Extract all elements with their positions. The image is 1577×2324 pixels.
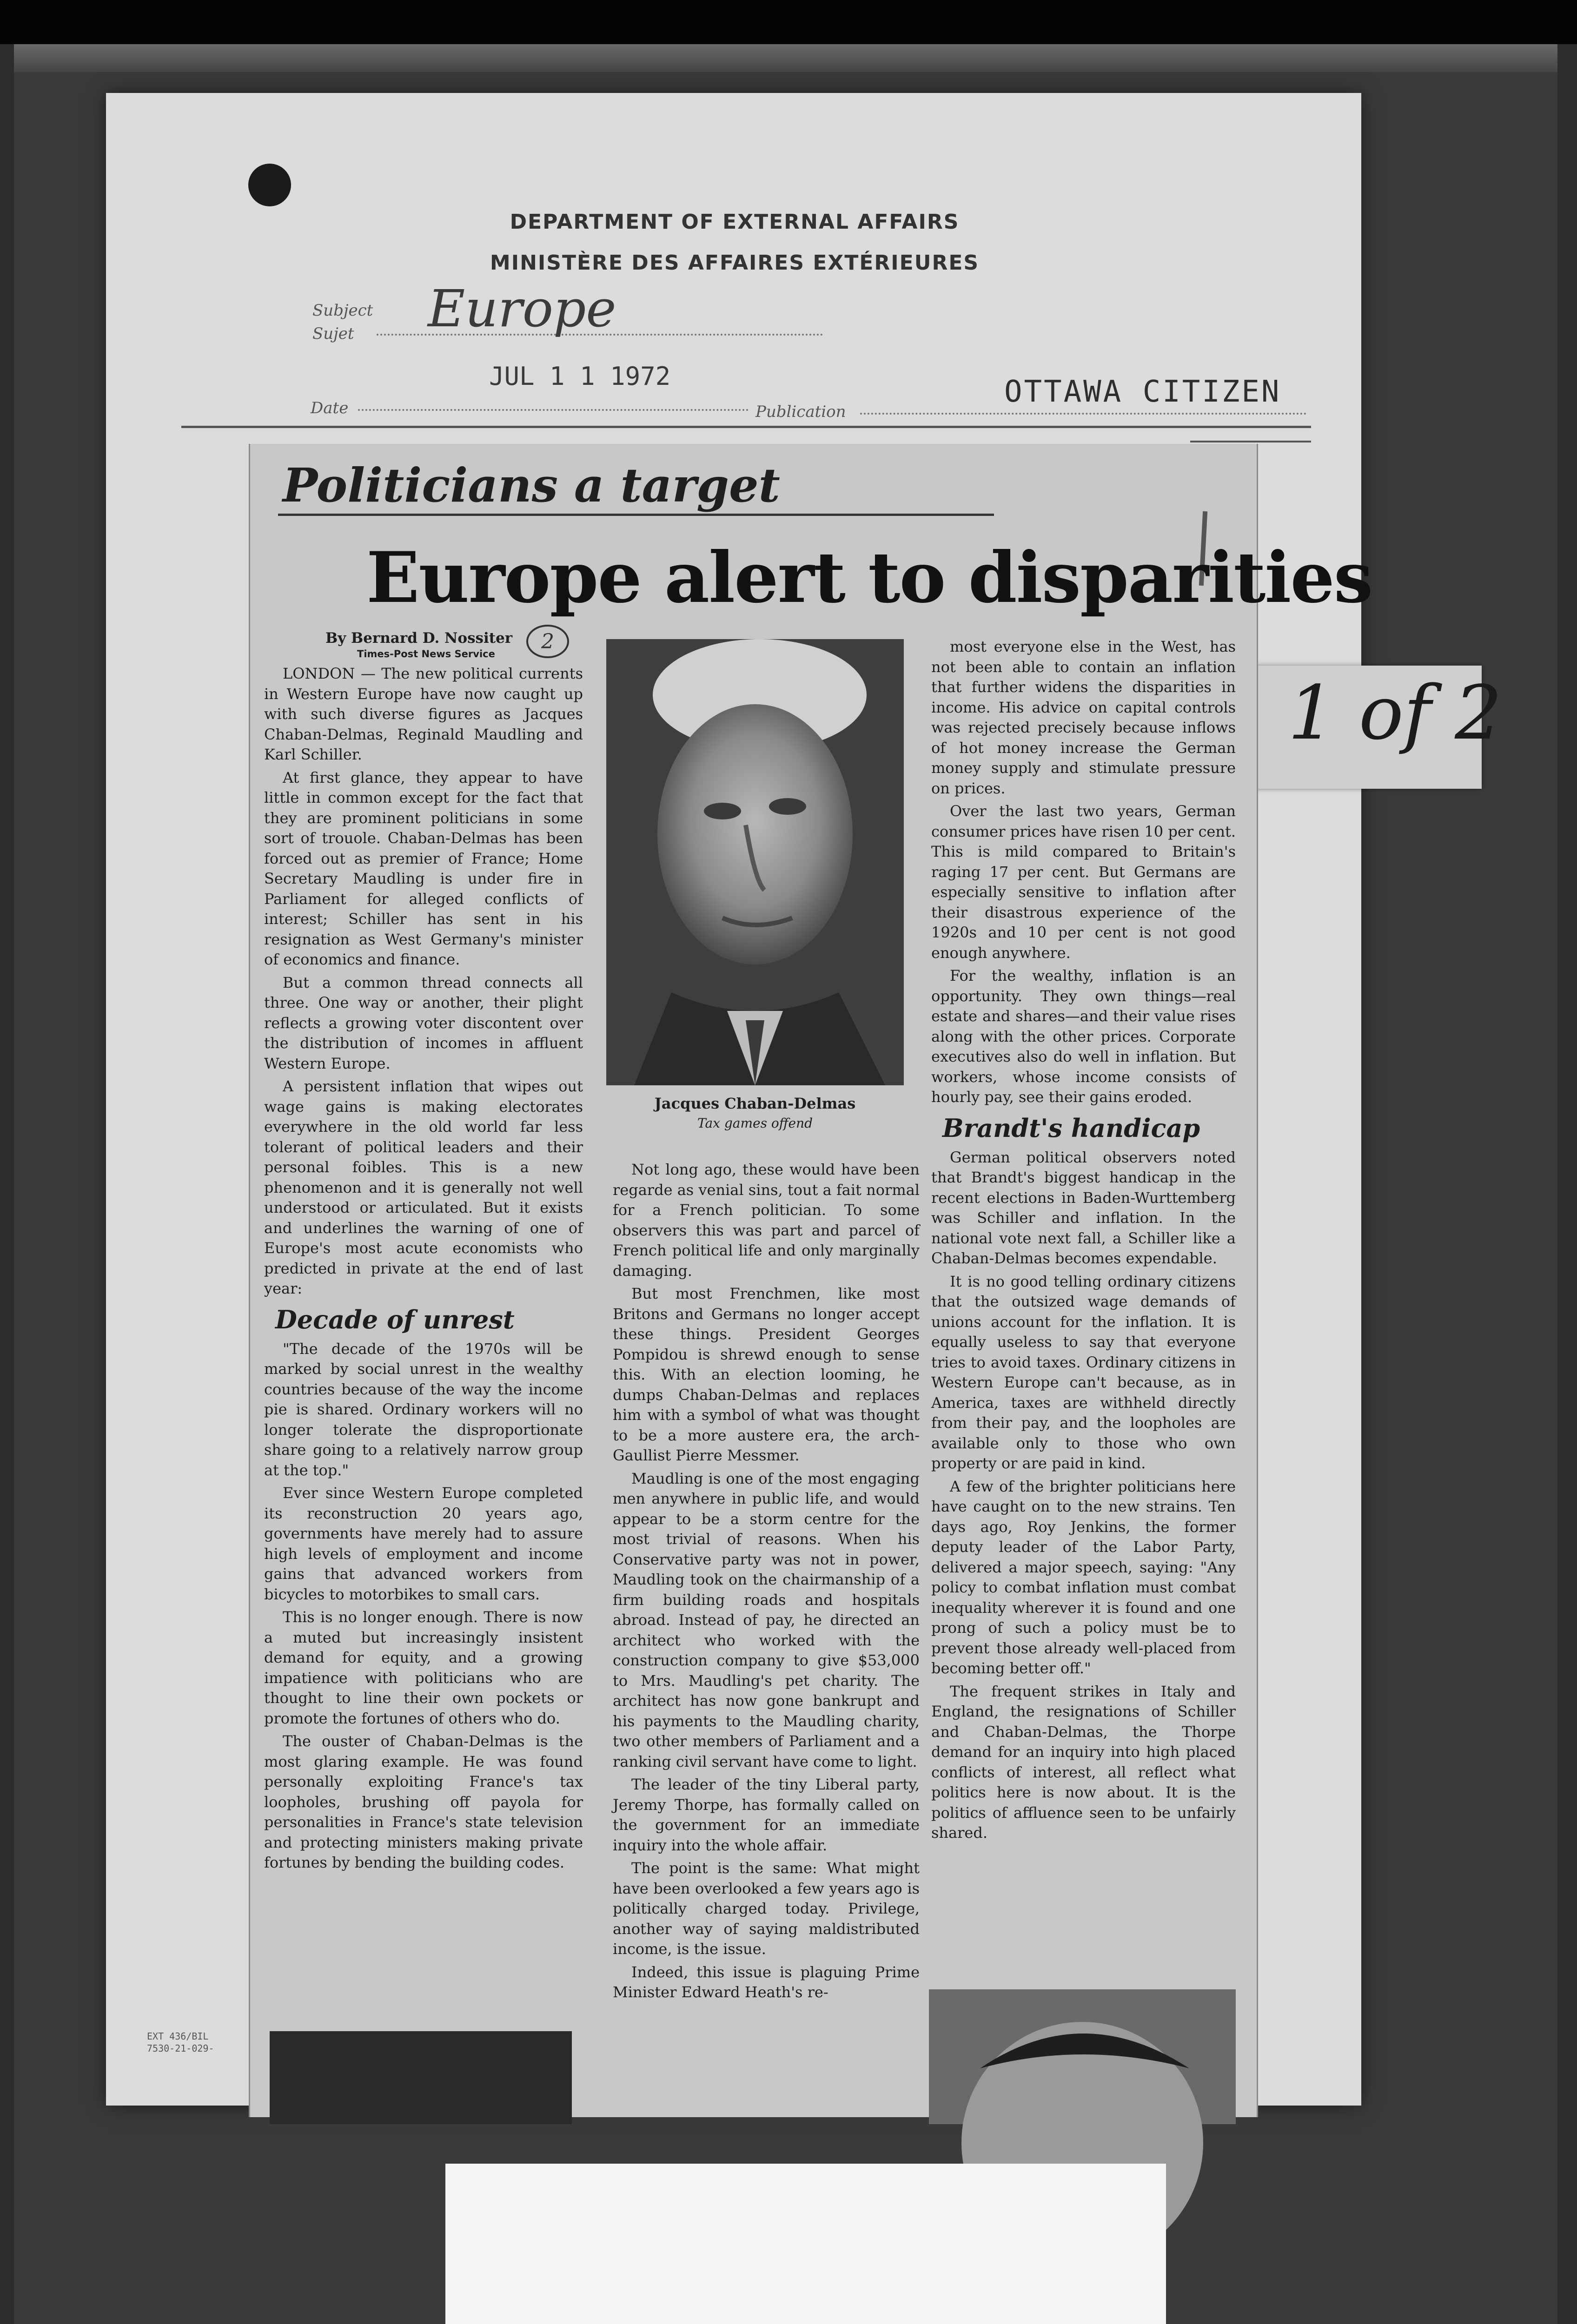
paragraph: Not long ago, these would have been regarde as venial sins, tout a fait normal for a French politician. To some observers this was part and parcel of French political life and only marginally damaging.	[613, 1161, 920, 1280]
film-left-edge	[0, 44, 14, 2324]
paragraph: But a common thread connects all three. One way or another, their plight reflects a growing voter discontent over the distribution of incomes in affluent Western Europe.	[264, 973, 583, 1072]
form-number-line1: EXT 436/BIL	[147, 2031, 209, 2042]
subhead-brandts-handicap: Brandt's handicap	[942, 1113, 1200, 1143]
subject-handwritten: Europe	[428, 279, 616, 338]
letterhead-french: MINISTÈRE DES AFFAIRES EXTÉRIEURES	[490, 251, 980, 275]
photo-caption-subtitle: Tax games offend	[697, 1116, 813, 1131]
newspaper-clipping	[249, 444, 1372, 2117]
paragraph: The point is the same: What might have been overlooked a few years ago is politically charged today. Privilege, another way of saying maldistributed income, is the issue.	[613, 1859, 920, 1958]
paragraph: LONDON — The new political currents in Western Europe have now caught up with such diverse figures as Jacques Chaban-Delmas, Reginald Maudling and Karl Schiller.	[264, 665, 583, 763]
paragraph: most everyone else in the West, has not been able to contain an inflation that further widens the disparities in income. His advice on capital controls was rejected precisely because inflows of hot money increase the German money supply and stimulate pressure on prices.	[931, 638, 1236, 797]
paragraph: Maudling is one of the most engaging men anywhere in public life, and would appear to be a storm centre for the most trivial of reasons. When his Conservative party was not in power, Maudling took on the chairmanship of a firm building roads and hospitals abroad. Instead of pay, he directed an architect who worked with the construction company to give $53,000 to Mrs. Maudling's pet charity. The architect has now gone bankrupt and his payments to the Maudling charity, two other members of Parliament and a ranking civil servant have come to light.	[613, 1469, 920, 1770]
paragraph: German political observers noted that Brandt's biggest handicap in the recent elections in Baden-Wurttemberg was Schiller and inflation. In the national vote next fall, a Schiller like a Chaban-Delmas becomes expendable.	[931, 1148, 1236, 1267]
paragraph: A few of the brighter politicians here have caught on to the new strains. Ten days ago, Roy Jenkins, the former deputy leader of the Labor Party, delivered a major speech, saying: "Any policy to combat inflation must combat inequality wherever it is found and one prong of such a policy must be to prevent those already well-placed from becoming better off."	[931, 1477, 1236, 1677]
paragraph: At first glance, they appear to have little in common except for the fact that they are prominent politicians in some sort of trouole. Chaban-Delmas has been forced out as premier of France; Home Secretary Maudling is under fire in Parliament for alleged conflicts of interest; Schiller has sent in his resignation as West Germany's minister of economics and finance.	[264, 768, 583, 968]
date-dotted-line	[358, 409, 749, 411]
byline: By Bernard D. Nossiter	[325, 630, 513, 647]
third-photo	[929, 1989, 1236, 2124]
publication-dotted-line	[860, 413, 1306, 415]
film-edge	[0, 44, 1577, 72]
blank-paper-area	[445, 2164, 1166, 2324]
circled-number: 2	[541, 630, 554, 654]
publication-label: Publication	[755, 403, 846, 421]
paragraph: The frequent strikes in Italy and England, the resignations of Schiller and Chaban-Delmas, the Thorpe demand for an inquiry into high placed conflicts of interest, all reflect what politics here is now about. It is the politics of affluence seen to be unfairly shared.	[931, 1682, 1236, 1842]
letterhead-english: DEPARTMENT OF EXTERNAL AFFAIRS	[510, 210, 960, 234]
film-right-edge	[1557, 44, 1577, 2324]
paragraph: Over the last two years, German consumer prices have risen 10 per cent. This is mild compared to Britain's raging 17 per cent. But Germans are especially sensitive to inflation after their disastrous experience of the 1920s and 10 per cent is not good enough anywhere.	[931, 802, 1236, 962]
date-label: Date	[311, 399, 349, 417]
paragraph: The ouster of Chaban-Delmas is the most glaring example. He was found personally exploiting France's tax loopholes, brushing off payola for personalities in France's state television and protecting ministers making private fortunes by bending the building codes.	[264, 1732, 583, 1871]
form-number	[147, 2030, 214, 2054]
portrait-photo	[606, 639, 904, 1085]
article-kicker: Politicians a target	[283, 458, 780, 513]
byline-credit: Times-Post News Service	[357, 648, 495, 660]
circled-number-annotation	[524, 623, 571, 660]
paragraph: But most Frenchmen, like most Britons and Germans no longer accept these things. President Georges Pompidou is shrewd enough to sense this. With an election looming, he dumps Chaban-Delmas and replaces him with a symbol of what was thought to be a more austere era, the arch-Gaullist Pierre Messmer.	[613, 1285, 920, 1464]
paragraph: For the wealthy, inflation is an opportunity. They own things—real estate and shares—and their value rises along with the other prices. Corporate executives also do well in inflation. But workers, whose income consists of hourly pay, see their gains eroded.	[931, 967, 1236, 1106]
article-headline: Europe alert to disparities	[366, 537, 1372, 619]
header-rule	[181, 426, 1311, 428]
subject-label: Subject	[312, 301, 373, 320]
paragraph: It is no good telling ordinary citizens that the outsized wage demands of unions account for the inflation. It is equally useless to say that everyone tries to avoid taxes. Ordinary citizens in Western Europe can't because, as in America, taxes are withheld directly from their pay, and the loopholes are available only to those who own property or are paid in kind.	[931, 1272, 1236, 1472]
page-tab-label: 1 of 2	[1288, 669, 1502, 756]
subhead-decade-of-unrest: Decade of unrest	[275, 1304, 515, 1334]
secondary-photo	[270, 2031, 572, 2124]
header-rule-short	[1190, 441, 1311, 442]
paragraph: Ever since Western Europe completed its reconstruction 20 years ago, governments have merely had to assure high levels of employment and income gains that advanced workers from bicycles to motorbikes to small cars.	[264, 1484, 583, 1603]
photo-caption-name: Jacques Chaban-Delmas	[654, 1095, 856, 1112]
paragraph: A persistent inflation that wipes out wage gains is making electorates everywhere in the old world far less tolerant of political leaders and their personal foibles. This is a new phenomenon and it is generally not well understood or articulated. But it exists and underlines the warning of one of Europe's most acute economists who predicted in private at the end of last year:	[264, 1077, 583, 1297]
paragraph: "The decade of the 1970s will be marked by social unrest in the wealthy countries because of the way the income pie is shared. Ordinary workers will no longer tolerate the disproportionate share going to a relatively narrow group at the top."	[264, 1340, 583, 1479]
column-1	[264, 664, 583, 1876]
form-number-line2: 7530-21-029-	[147, 2043, 214, 2054]
third-photo-image	[929, 1989, 1236, 2124]
portrait-image	[606, 639, 904, 1085]
publication-name: OTTAWA CITIZEN	[1004, 375, 1281, 409]
kicker-underline	[278, 514, 994, 516]
film-top-border	[0, 0, 1577, 44]
paragraph: This is no longer enough. There is now a muted but increasingly insistent demand for equity, and a growing impatience with politicians who are thought to line their own pockets or promote the fortunes of others who do.	[264, 1608, 583, 1727]
date-stamp: JUL 1 1 1972	[489, 362, 671, 391]
paragraph: The leader of the tiny Liberal party, Jeremy Thorpe, has formally called on the government for an immediate inquiry into the whole affair.	[613, 1776, 920, 1854]
sujet-label: Sujet	[312, 324, 354, 343]
punch-hole	[248, 164, 291, 206]
paragraph: Indeed, this issue is plaguing Prime Minister Edward Heath's re-	[613, 1963, 920, 2001]
column-2	[613, 1160, 920, 2006]
column-3	[931, 637, 1236, 1846]
